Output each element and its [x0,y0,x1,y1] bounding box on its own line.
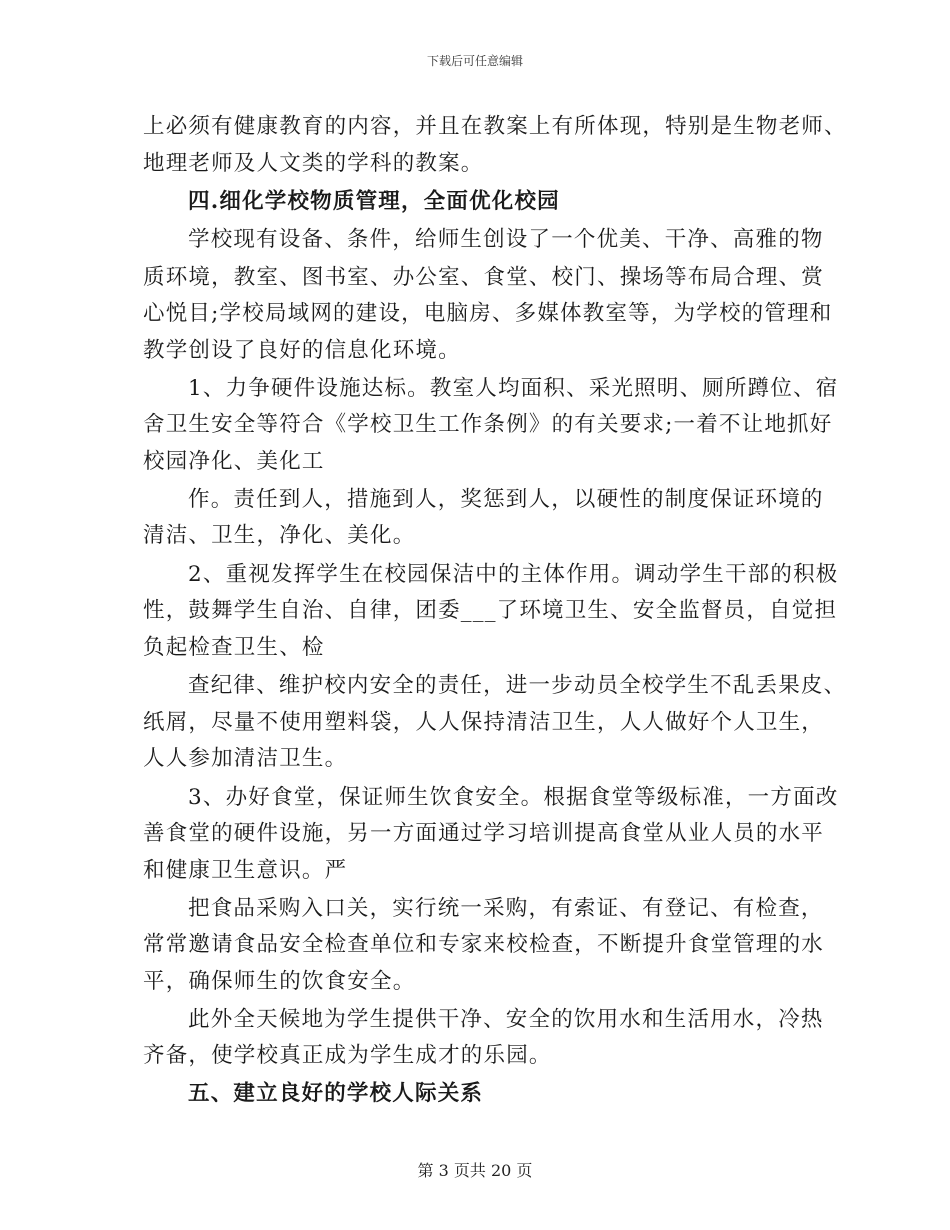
body-line: 质环境，教室、图书室、办公室、食堂、校门、操场等布局合理、赏 [143,265,825,290]
body-line: 心悦目;学校局域网的建设，电脑房、多媒体教室等，为学校的管理和 [143,301,833,326]
body-line: 上必须有健康教育的内容，并且在教案上有所体现，特别是生物老师、 [143,114,847,139]
section-heading: 四.细化学校物质管理，全面优化校园 [188,189,560,214]
body-line: 3、办好食堂，保证师生饮食安全。根据食堂等级标准，一方面改 [188,785,839,810]
page-header: 下载后可任意编辑 [426,54,523,68]
body-line: 查纪律、维护校内安全的责任，进一步动员全校学生不乱丢果皮、 [188,673,847,698]
body-line: 常常邀请食品安全检查单位和专家来校检查，不断提升食堂管理的水 [143,932,825,957]
body-line: 此外全天候地为学生提供干净、安全的饮用水和生活用水，冷热 [188,1007,824,1032]
body-line: 和健康卫生意识。严 [143,858,348,883]
body-line: 性，鼓舞学生自治、自律，团委___了环境卫生、安全监督员，自觉担 [143,598,838,623]
page-footer: 第 3 页共 20 页 [417,1161,533,1180]
body-line: 校园净化、美化工 [143,449,325,474]
body-line: 教学创设了良好的信息化环境。 [143,338,461,363]
body-line: 舍卫生安全等符合《学校卫生工作条例》的有关要求;一着不让地抓好 [143,412,833,437]
body-line: 学校现有设备、条件，给师生创设了一个优美、干净、高雅的物 [188,227,824,252]
body-line: 地理老师及人文类的学科的教案。 [143,151,484,176]
body-line: 纸屑，尽量不使用塑料袋，人人保持清洁卫生，人人做好个人卫生， [143,710,825,735]
body-line: 齐备，使学校真正成为学生成才的乐园。 [143,1043,552,1068]
body-line: 2、重视发挥学生在校园保洁中的主体作用。调动学生干部的积极 [188,562,839,587]
body-line: 作。责任到人，措施到人，奖惩到人，以硬性的制度保证环境的 [188,487,824,512]
section-heading: 五、建立良好的学校人际关系 [188,1081,484,1106]
body-line: 人人参加清洁卫生。 [143,746,348,771]
body-line: 1、力争硬件设施达标。教室人均面积、采光照明、厕所蹲位、宿 [188,376,839,401]
body-line: 平，确保师生的饮食安全。 [143,969,416,994]
body-line: 清洁、卫生，净化、美化。 [143,523,416,548]
body-line: 负起检查卫生、检 [143,635,325,660]
body-line: 把食品采购入口关，实行统一采购，有索证、有登记、有检查， [188,896,824,921]
body-line: 善食堂的硬件设施，另一方面通过学习培训提高食堂从业人员的水平 [143,821,825,846]
